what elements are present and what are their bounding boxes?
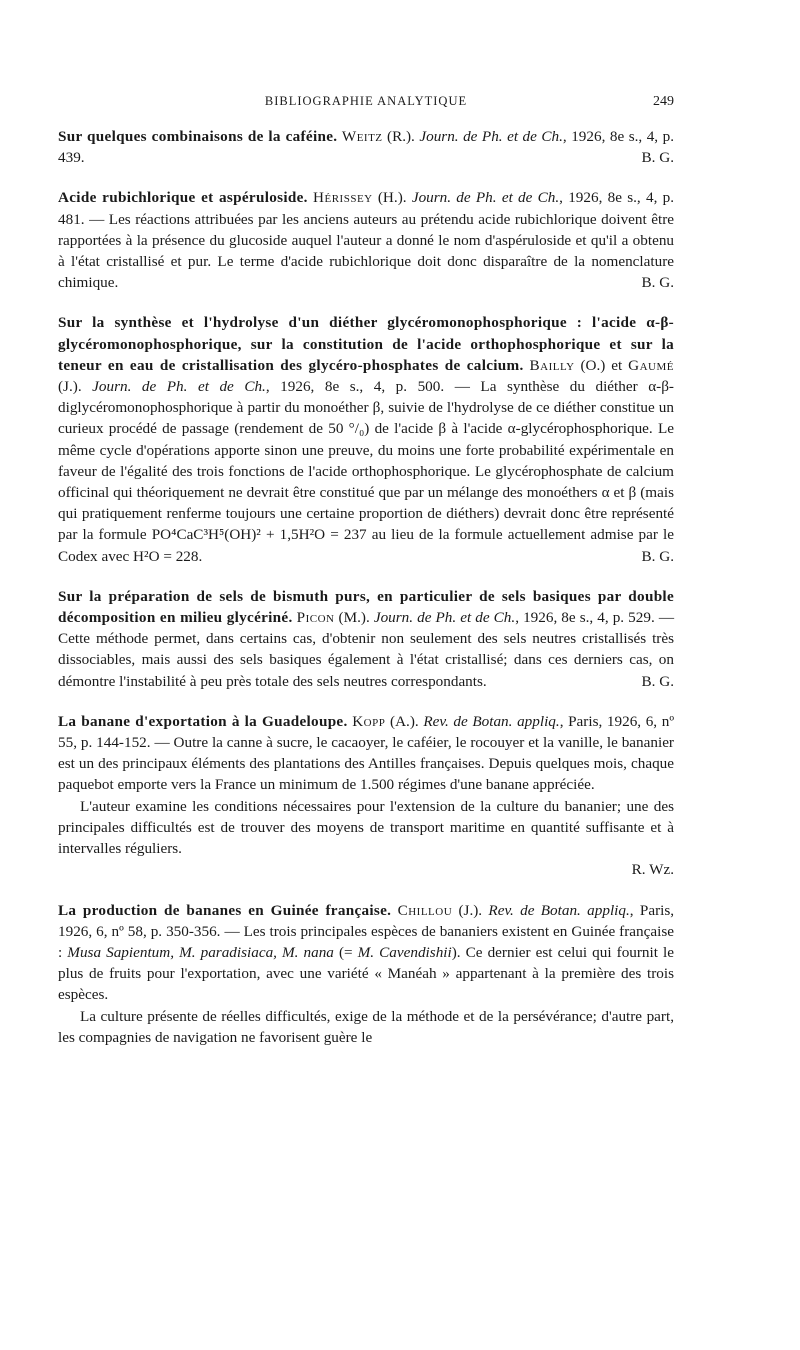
bibliography-entry (58, 711, 674, 881)
entry-paragraph: L'auteur examine les conditions nécessaires pour l'extension de la culture du bananier; une des principales difficultés est de trouver des moyens de transport maritime en quantité suffisante et à intervalles réguliers. (58, 797, 674, 858)
entry-author: Picon (296, 609, 335, 627)
entry-title: La banane d'exportation à la Guadeloupe. (58, 712, 348, 730)
page-number: 249 (653, 94, 674, 109)
entry-species: Musa Sapientum, M. paradisiaca, M. nana (67, 943, 334, 961)
header-title: BIBLIOGRAPHIE ANALYTIQUE (264, 94, 468, 108)
entry-signature: B. G. (641, 149, 674, 167)
entry-title: Sur la préparation de sels de bismuth purs, en particulier de sels basiques par double décomposition en milieu glycériné. (58, 587, 674, 627)
entry-author-initials: (A.). (390, 712, 419, 730)
entry-summary: — Outre la canne à sucre, le cacaoyer, le caféier, le rocouyer et la vanille, le bananier est un des principaux éléments des plantations des Antilles françaises. Depuis quelques mois, chaque paquebot emporte vers la France un minimum de 1.500 régimes d'une banane appréciée. (58, 734, 674, 794)
entry-journal: Journ. de Ph. et de Ch. (373, 609, 516, 627)
entry-title: Sur quelques combinaisons de la caféine. (58, 128, 338, 145)
entry-journal: Journ. de Ph. et de Ch. (92, 378, 266, 396)
entry-signature: B. G. (641, 672, 674, 690)
entry-author: Chillou (397, 901, 453, 919)
entry-citation: , Paris, 1926, 6, nº 58, p. 350-356. (58, 901, 675, 940)
entry-citation: , 1926, 8e s., 4, p. 529. (515, 609, 655, 627)
entry-journal: Rev. de Botan. appliq. (423, 712, 560, 730)
page (58, 94, 674, 1067)
bibliography-entry (58, 312, 674, 566)
entry-signature: R. Wz. (631, 861, 674, 879)
entry-author-initials: (O.) et (580, 356, 623, 374)
entry-author: Kopp (352, 712, 386, 730)
entry-summary: — Les réactions attribuées par les anciens auteurs au prétendu acide rubichlorique doivent être rapportées à la présence du glucoside auquel l'auteur a donné le nom d'aspéruloside et qu'il a obtenu à l'état cristallisé et pur. Le terme d'acide rubichlorique doit donc disparaître de la nomenclature chimique. (58, 210, 674, 292)
bibliography-entry (58, 900, 674, 1048)
entry-journal: Rev. de Botan. appliq. (488, 901, 630, 919)
bibliography-entry (58, 187, 674, 293)
entry-summary: ). Ce dernier est celui qui fournit le plus de fruits pour l'exportation, avec une variété « Manéah » appartenant à la première des trois espèces. (58, 943, 674, 1004)
entry-signature: B. G. (641, 547, 674, 565)
entry-author-initials: (H.). (377, 189, 407, 207)
entry-author: Weitz (341, 128, 383, 145)
entry-paragraph: La culture présente de réelles difficultés, exige de la méthode et de la persévérance; d'autre part, les compagnies de navigation ne favorisent guère le (58, 1007, 674, 1046)
entry-author: Gaumé (628, 356, 674, 374)
entry-signature: B. G. (641, 274, 674, 292)
entry-citation: , 1926, 8e s., 4, p. 500. (265, 378, 445, 396)
entry-author-initials: (R.). (387, 128, 415, 145)
entry-author-initials: (J.). (58, 378, 82, 396)
bibliography-entry (58, 586, 674, 692)
entry-author-initials: (J.). (458, 901, 483, 919)
entry-citation: , 1926, 8e s., 4, p. 439. (58, 128, 674, 167)
entry-citation: , Paris, 1926, 6, nº 55, p. 144-152. (58, 712, 675, 752)
entry-author: Bailly (529, 356, 575, 374)
entry-journal: Journ. de Ph. et de Ch. (411, 189, 560, 207)
entry-title: Sur la synthèse et l'hydrolyse d'un diéther glycéromonophosphorique : l'acide α-β-glycéromonophosphorique, sur la constitution de l'acide orthophosphorique et sur la teneur en eau de cristallisation des glycéro-phosphates de calcium. (58, 314, 674, 374)
running-header (58, 94, 674, 116)
entry-summary: — La synthèse du diéther α-β-diglycéromonophosphorique à partir du monoéther β, suivie de l'hydrolyse de ce diéther constitue un curieux procédé de passage (rendement de 50 °/₀) de l'acide β à l'acide α-glycérophosphorique. Le même cycle d'opérations apporte sinon une preuve, du moins une forte probabilité expérimentale en faveur de l'égalité des trois fonctions de l'acide orthophosphorique. Le glycérophosphate de calcium officinal qui théoriquement ne devrait être constitué que par un mélange des monoéthers α et β (mais qui pratiquement renferme toujours une certaine proportion de diéthers) devrait donc être représenté par la formule PO⁴CaC³H⁵(OH)² + 1,5H²O = 237 au lieu de la formule actuellement admise par le Codex avec H²O = 228. (58, 378, 674, 565)
entry-title: Acide rubichlorique et aspéruloside. (58, 189, 308, 207)
entry-title: La production de bananes en Guinée française. (58, 901, 392, 919)
entry-summary: — Cette méthode permet, dans certains cas, d'obtenir non seulement des sels neutres cristallisés très dissociables, mais aussi des sels basiques également à l'état cristallisé; dans ces derniers cas, on démontre l'instabilité à peu près totale des sels neutres correspondants. (58, 609, 674, 690)
entry-journal: Journ. de Ph. et de Ch. (419, 128, 563, 145)
bibliography-entry (58, 126, 674, 168)
entry-author-initials: (M.). (338, 609, 370, 627)
entry-author: Hérissey (313, 189, 373, 207)
entry-summary: — Les trois principales espèces de bananiers existent en Guinée française : (58, 922, 674, 961)
entry-summary: (= (333, 943, 358, 961)
entry-species: M. Cavendishii (357, 943, 452, 961)
entry-citation: , 1926, 8e s., 4, p. 481. (58, 189, 675, 228)
